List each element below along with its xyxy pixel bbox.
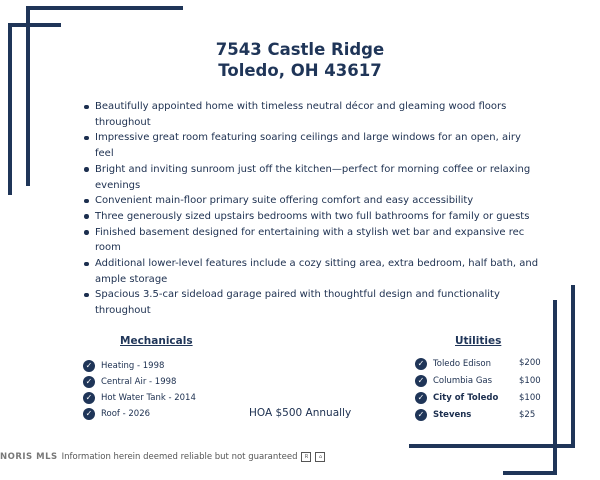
mechanicals-item-label: Hot Water Tank - 2014 [101, 393, 196, 403]
check-circle-icon: ✓ [83, 408, 95, 420]
utility-name: City of Toledo [433, 393, 499, 403]
feature-item: Bright and inviting sunroom just off the kitchen—perfect for morning coffee or relaxing evenings [80, 162, 540, 193]
mechanicals-item-label: Roof - 2026 [101, 409, 151, 419]
feature-item: Spacious 3.5-car sideload garage paired with thoughtful design and functionality throughout [80, 287, 540, 318]
utility-amount: $100 [519, 376, 541, 386]
mls-logo: NORIS MLS [0, 452, 58, 462]
mechanicals-item-label: Central Air - 1998 [101, 377, 177, 387]
equal-housing-icon: ⌂ [315, 452, 325, 462]
frame-bottom-right-vertical-outer [571, 285, 575, 447]
mechanicals-item [83, 407, 150, 421]
address-line-1: 7543 Castle Ridge [215, 40, 385, 59]
footer [0, 452, 325, 462]
mechanicals-item [83, 391, 196, 405]
mechanicals-item [83, 375, 176, 389]
frame-bottom-right-horizontal-inner [503, 471, 557, 475]
realtor-icon: R [301, 452, 311, 462]
feature-item: Beautifully appointed home with timeless neutral décor and gleaming wood floors throughout [80, 99, 540, 130]
feature-item: Convenient main-floor primary suite offering comfort and easy accessibility [80, 193, 540, 209]
utility-item [415, 391, 498, 405]
utility-item [415, 408, 471, 422]
address-line-2: Toledo, OH 43617 [218, 61, 382, 80]
check-circle-icon: ✓ [83, 376, 95, 388]
check-circle-icon: ✓ [415, 375, 427, 387]
feature-item: Three generously sized upstairs bedrooms with two full bathrooms for family or guests [80, 209, 540, 225]
frame-top-left-horizontal [26, 6, 183, 10]
hoa-fee: HOA $500 Annually [249, 407, 352, 419]
check-circle-icon: ✓ [415, 392, 427, 404]
mechanicals-item [83, 359, 164, 373]
frame-top-left-vertical-outer [26, 6, 30, 186]
feature-item: Impressive great room featuring soaring ceilings and large windows for an open, airy feel [80, 130, 540, 161]
frame-bottom-right-vertical-inner [553, 300, 557, 475]
utility-amount: $200 [519, 358, 541, 368]
mechanicals-heading: Mechanicals [120, 335, 193, 347]
utilities-heading: Utilities [455, 335, 502, 347]
utility-name: Toledo Edison [433, 359, 491, 369]
utility-amount: $100 [519, 393, 541, 403]
feature-item: Finished basement designed for entertaining with a stylish wet bar and expansive rec room [80, 225, 540, 256]
check-circle-icon: ✓ [415, 358, 427, 370]
frame-bottom-right-horizontal-outer [409, 444, 575, 448]
disclaimer-text: Information herein deemed reliable but not guaranteed [61, 452, 298, 462]
utility-item [415, 374, 492, 388]
check-circle-icon: ✓ [415, 409, 427, 421]
utility-item [415, 357, 491, 371]
feature-item: Additional lower-level features include a cozy sitting area, extra bedroom, half bath, and ample storage [80, 256, 540, 287]
mechanicals-item-label: Heating - 1998 [101, 361, 165, 371]
utility-name: Stevens [433, 410, 472, 420]
feature-list [80, 99, 540, 319]
utility-name: Columbia Gas [433, 376, 493, 386]
check-circle-icon: ✓ [83, 360, 95, 372]
frame-top-left-horizontal-inner [8, 23, 61, 27]
check-circle-icon: ✓ [83, 392, 95, 404]
utility-amount: $25 [519, 410, 536, 420]
